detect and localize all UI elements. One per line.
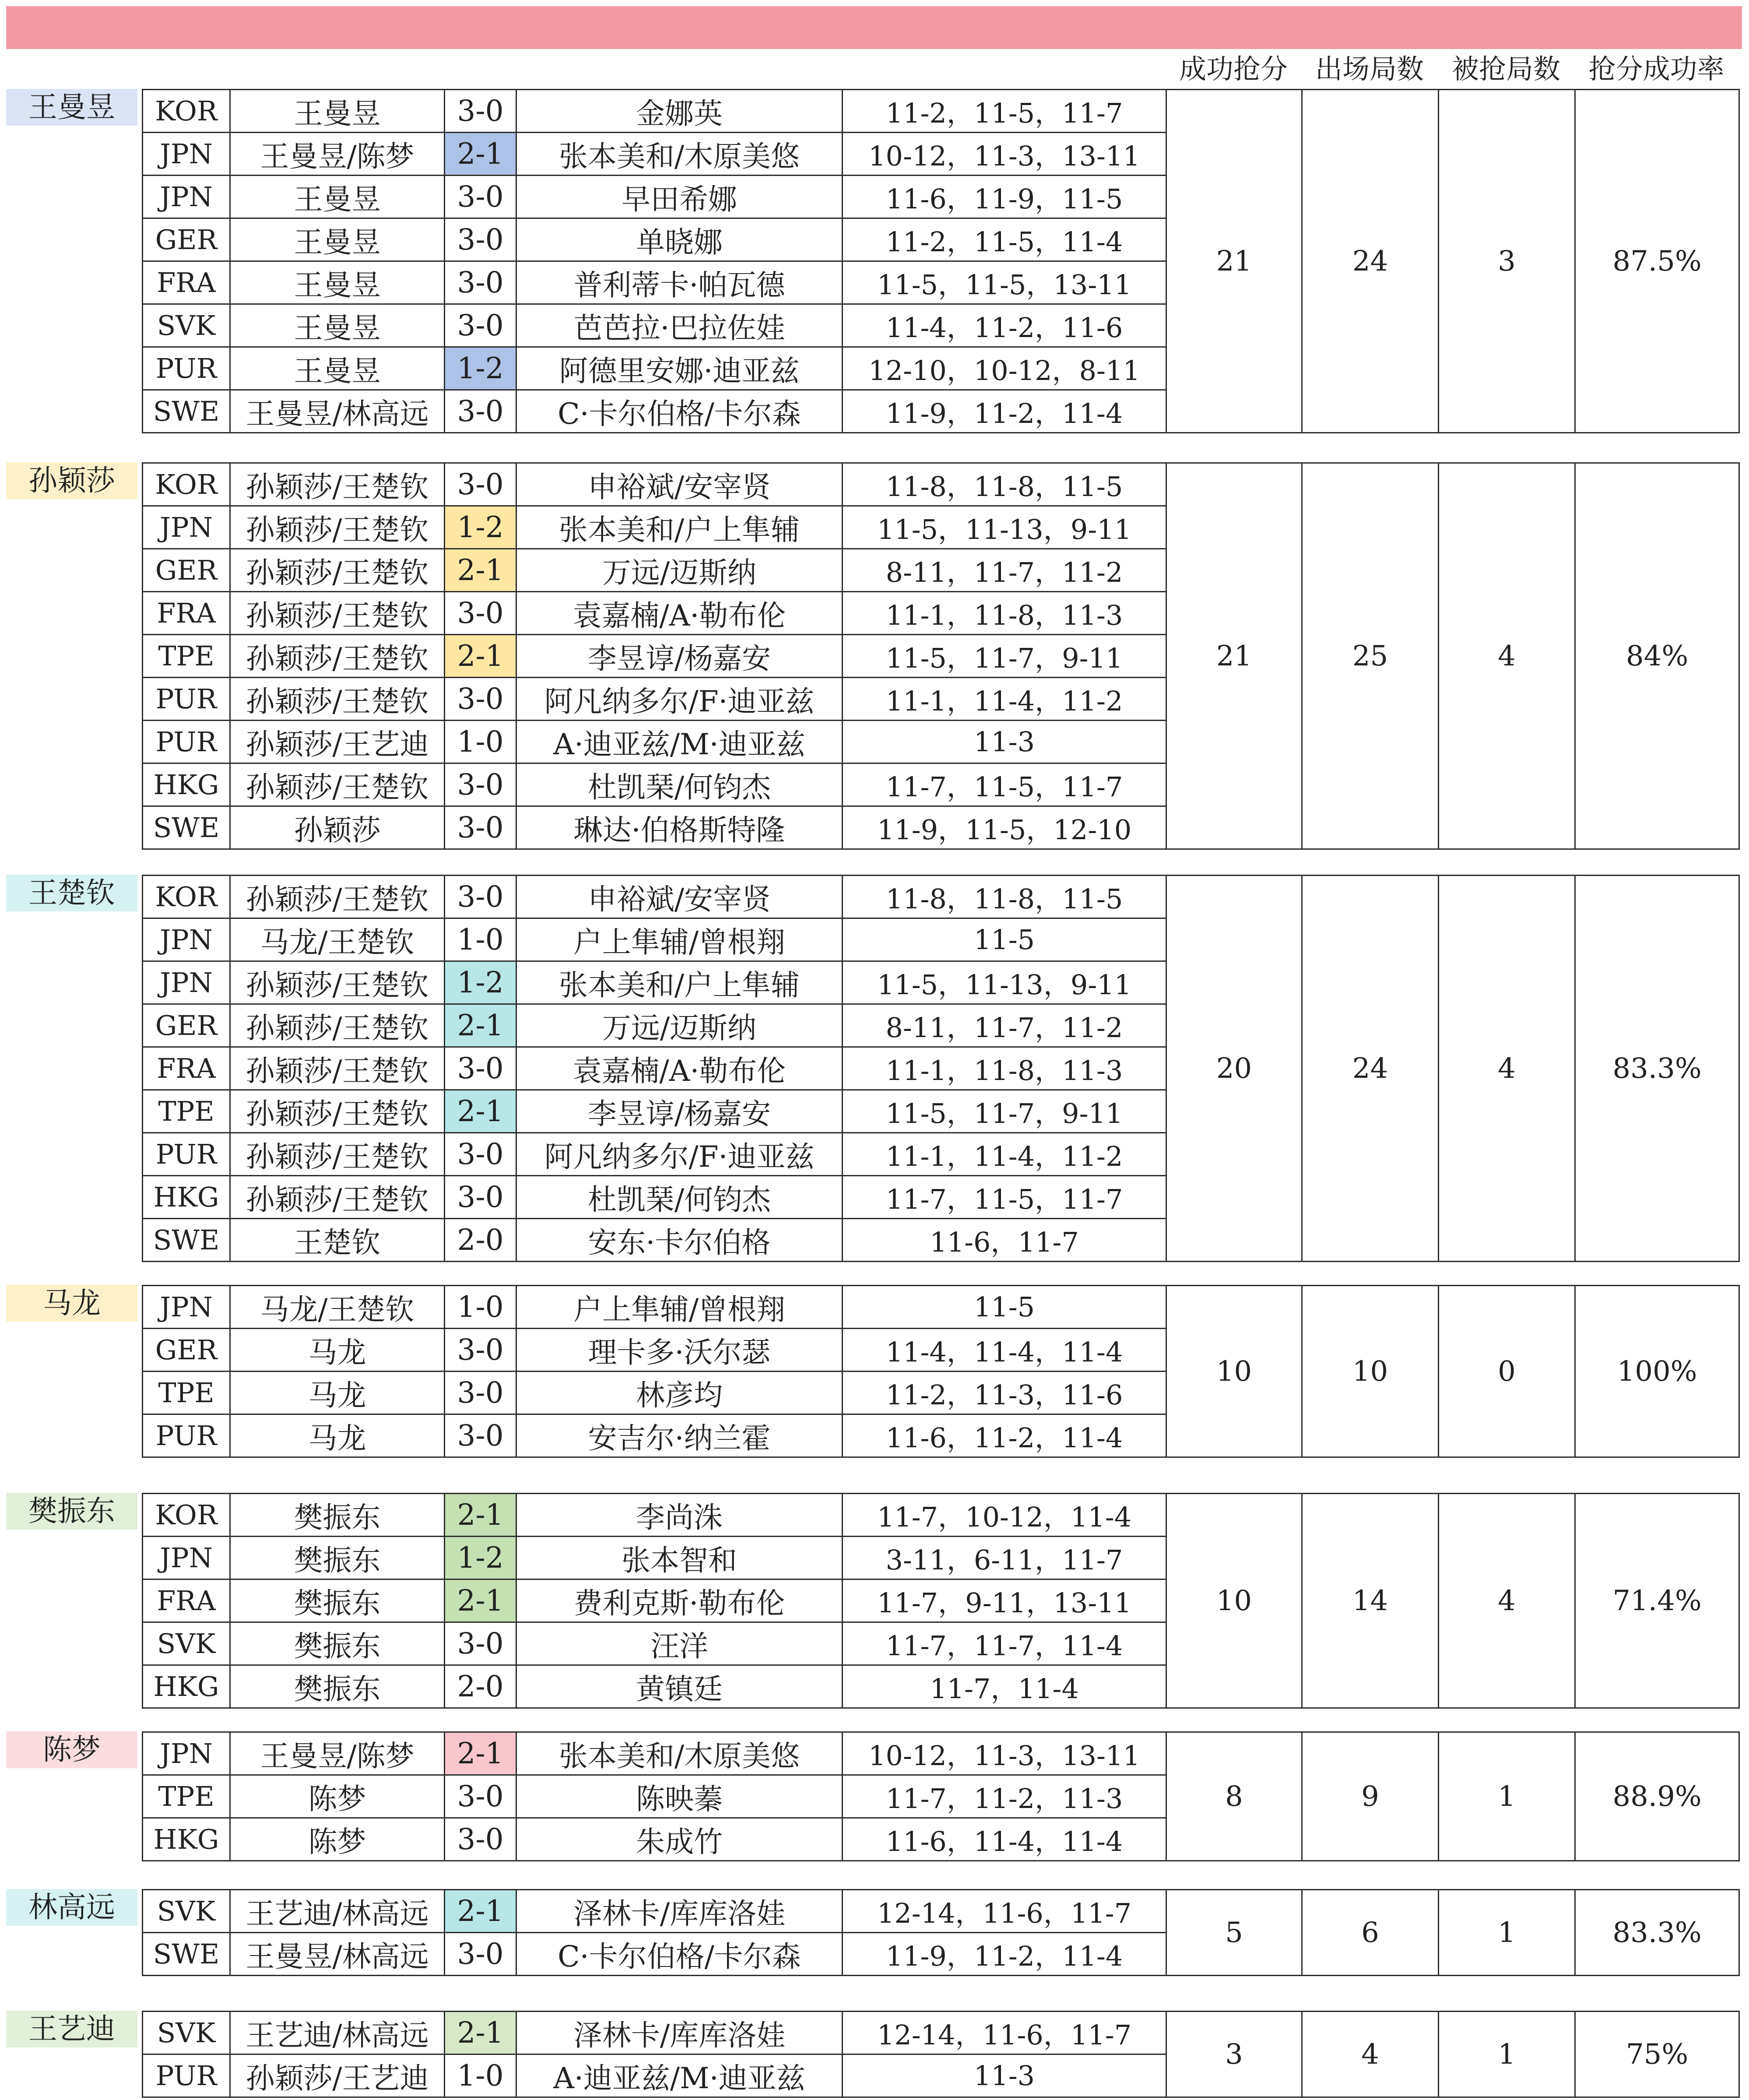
country-cell: TPE bbox=[143, 1775, 230, 1818]
result-cell: 3-0 bbox=[445, 90, 516, 133]
country-cell: JPN bbox=[143, 133, 230, 176]
player-cell: 孙颖莎/王楚钦 bbox=[230, 1133, 445, 1176]
player-label: 林高远 bbox=[6, 1889, 137, 1926]
country-cell: FRA bbox=[143, 1579, 230, 1622]
match-table bbox=[142, 1493, 1740, 1709]
scores-cell: 11-6，11-2，11-4 bbox=[843, 1414, 1166, 1457]
table-row bbox=[143, 2012, 1739, 2054]
player-cell: 孙颖莎/王楚钦 bbox=[230, 876, 445, 918]
opponent-cell: 万远/迈斯纳 bbox=[516, 549, 843, 592]
scores-cell: 11-1，11-4，11-2 bbox=[843, 678, 1166, 721]
scores-cell: 11-1，11-4，11-2 bbox=[843, 1133, 1166, 1176]
country-cell: PUR bbox=[143, 1133, 230, 1176]
player-cell: 孙颖莎/王楚钦 bbox=[230, 1004, 445, 1047]
success-rate-cell: 71.4% bbox=[1575, 1494, 1739, 1708]
scores-cell: 11-9，11-5，12-10 bbox=[843, 806, 1166, 849]
opponent-cell: 安吉尔·纳兰霍 bbox=[516, 1414, 843, 1457]
table-row bbox=[143, 463, 1739, 506]
title-banner bbox=[6, 6, 1742, 49]
success-rate-cell: 83.3% bbox=[1575, 1890, 1739, 1976]
country-cell: SVK bbox=[143, 1622, 230, 1665]
success-count-cell: 21 bbox=[1166, 90, 1302, 433]
result-cell: 3-0 bbox=[445, 1818, 516, 1861]
player-cell: 王艺迪/林高远 bbox=[230, 2012, 445, 2054]
result-cell: 3-0 bbox=[445, 763, 516, 806]
scores-cell: 11-6，11-7 bbox=[843, 1219, 1166, 1262]
opponent-cell: 户上隼辅/曾根翔 bbox=[516, 1286, 843, 1329]
country-cell: SWE bbox=[143, 806, 230, 849]
country-cell: FRA bbox=[143, 261, 230, 304]
opponent-cell: 万远/迈斯纳 bbox=[516, 1004, 843, 1047]
country-cell: KOR bbox=[143, 1494, 230, 1537]
opponent-cell: 张本美和/户上隼辅 bbox=[516, 506, 843, 549]
result-cell: 3-0 bbox=[445, 1047, 516, 1090]
success-count-cell: 5 bbox=[1166, 1890, 1302, 1976]
player-cell: 孙颖莎/王楚钦 bbox=[230, 1047, 445, 1090]
success-rate-cell: 75% bbox=[1575, 2012, 1739, 2097]
match-table bbox=[142, 462, 1740, 850]
scores-cell: 11-7，10-12，11-4 bbox=[843, 1494, 1166, 1537]
player-cell: 王曼昱 bbox=[230, 304, 445, 347]
result-cell: 3-0 bbox=[445, 806, 516, 849]
scores-cell: 11-1，11-8，11-3 bbox=[843, 592, 1166, 635]
games-lost-cell: 4 bbox=[1439, 463, 1575, 849]
games-lost-cell: 1 bbox=[1439, 1732, 1575, 1861]
opponent-cell: 早田希娜 bbox=[516, 176, 843, 218]
opponent-cell: 朱成竹 bbox=[516, 1818, 843, 1861]
player-cell: 王曼昱 bbox=[230, 218, 445, 261]
scores-cell: 11-9，11-2，11-4 bbox=[843, 1933, 1166, 1976]
player-label: 马龙 bbox=[6, 1285, 137, 1322]
opponent-cell: 普利蒂卡·帕瓦德 bbox=[516, 261, 843, 304]
country-cell: SVK bbox=[143, 2012, 230, 2054]
country-cell: SVK bbox=[143, 304, 230, 347]
games-played-cell: 9 bbox=[1302, 1732, 1439, 1861]
player-cell: 王曼昱/陈梦 bbox=[230, 133, 445, 176]
games-played-cell: 4 bbox=[1302, 2012, 1439, 2097]
country-cell: JPN bbox=[143, 1537, 230, 1579]
games-played-cell: 10 bbox=[1302, 1286, 1439, 1457]
success-rate-cell: 88.9% bbox=[1575, 1732, 1739, 1861]
result-cell: 1-0 bbox=[445, 721, 516, 763]
scores-cell: 12-10，10-12，8-11 bbox=[843, 347, 1166, 390]
opponent-cell: 袁嘉楠/A·勒布伦 bbox=[516, 1047, 843, 1090]
result-cell: 3-0 bbox=[445, 1622, 516, 1665]
scores-cell: 11-8，11-8，11-5 bbox=[843, 463, 1166, 506]
country-cell: TPE bbox=[143, 1090, 230, 1133]
scores-cell: 11-7，11-2，11-3 bbox=[843, 1775, 1166, 1818]
success-count-cell: 3 bbox=[1166, 2012, 1302, 2097]
country-cell: GER bbox=[143, 1329, 230, 1372]
scores-cell: 11-5，11-7，9-11 bbox=[843, 1090, 1166, 1133]
player-cell: 孙颖莎/王楚钦 bbox=[230, 678, 445, 721]
player-cell: 王艺迪/林高远 bbox=[230, 1890, 445, 1933]
player-cell: 樊振东 bbox=[230, 1494, 445, 1537]
scores-cell: 3-11，6-11，11-7 bbox=[843, 1537, 1166, 1579]
scores-cell: 11-2，11-3，11-6 bbox=[843, 1372, 1166, 1414]
opponent-cell: 芭芭拉·巴拉佐娃 bbox=[516, 304, 843, 347]
games-played-cell: 6 bbox=[1302, 1890, 1439, 1976]
player-cell: 孙颖莎/王楚钦 bbox=[230, 1176, 445, 1219]
result-cell: 3-0 bbox=[445, 218, 516, 261]
result-cell: 3-0 bbox=[445, 1372, 516, 1414]
scores-cell: 11-7，11-5，11-7 bbox=[843, 1176, 1166, 1219]
opponent-cell: 泽林卡/库库洛娃 bbox=[516, 1890, 843, 1933]
player-cell: 孙颖莎/王楚钦 bbox=[230, 763, 445, 806]
match-table bbox=[142, 89, 1740, 433]
result-cell: 2-1 bbox=[445, 1004, 516, 1047]
result-cell: 2-1 bbox=[445, 2012, 516, 2054]
opponent-cell: C·卡尔伯格/卡尔森 bbox=[516, 390, 843, 433]
country-cell: KOR bbox=[143, 876, 230, 918]
player-cell: 王曼昱/林高远 bbox=[230, 1933, 445, 1976]
scores-cell: 11-6，11-4，11-4 bbox=[843, 1818, 1166, 1861]
country-cell: PUR bbox=[143, 2054, 230, 2097]
country-cell: HKG bbox=[143, 763, 230, 806]
player-cell: 樊振东 bbox=[230, 1665, 445, 1708]
player-cell: 孙颖莎/王楚钦 bbox=[230, 506, 445, 549]
scores-cell: 11-3 bbox=[843, 2054, 1166, 2097]
player-cell: 孙颖莎 bbox=[230, 806, 445, 849]
result-cell: 2-1 bbox=[445, 635, 516, 678]
opponent-cell: 泽林卡/库库洛娃 bbox=[516, 2012, 843, 2054]
table-row bbox=[143, 90, 1739, 133]
opponent-cell: 林彦均 bbox=[516, 1372, 843, 1414]
result-cell: 2-1 bbox=[445, 133, 516, 176]
scores-cell: 11-5，11-5，13-11 bbox=[843, 261, 1166, 304]
result-cell: 2-1 bbox=[445, 1494, 516, 1537]
player-cell: 马龙 bbox=[230, 1372, 445, 1414]
country-cell: HKG bbox=[143, 1176, 230, 1219]
table-row bbox=[143, 1286, 1739, 1329]
player-cell: 马龙 bbox=[230, 1329, 445, 1372]
country-cell: GER bbox=[143, 549, 230, 592]
scores-cell: 8-11，11-7，11-2 bbox=[843, 1004, 1166, 1047]
scores-cell: 11-7，9-11，13-11 bbox=[843, 1579, 1166, 1622]
games-lost-cell: 0 bbox=[1439, 1286, 1575, 1457]
scores-cell: 10-12，11-3，13-11 bbox=[843, 133, 1166, 176]
table-row bbox=[143, 1494, 1739, 1537]
header-success-rate: 抢分成功率 bbox=[1588, 53, 1724, 85]
header-games-played: 出场局数 bbox=[1315, 53, 1424, 85]
player-label: 樊振东 bbox=[6, 1493, 137, 1530]
country-cell: SWE bbox=[143, 1219, 230, 1262]
result-cell: 2-0 bbox=[445, 1219, 516, 1262]
table-row bbox=[143, 1890, 1739, 1933]
result-cell: 1-2 bbox=[445, 961, 516, 1004]
result-cell: 3-0 bbox=[445, 176, 516, 218]
scores-cell: 11-5，11-7，9-11 bbox=[843, 635, 1166, 678]
result-cell: 3-0 bbox=[445, 678, 516, 721]
country-cell: JPN bbox=[143, 1732, 230, 1775]
player-cell: 樊振东 bbox=[230, 1537, 445, 1579]
player-cell: 王曼昱/陈梦 bbox=[230, 1732, 445, 1775]
scores-cell: 11-1，11-8，11-3 bbox=[843, 1047, 1166, 1090]
player-cell: 孙颖莎/王楚钦 bbox=[230, 463, 445, 506]
games-lost-cell: 1 bbox=[1439, 1890, 1575, 1976]
scores-cell: 11-7，11-4 bbox=[843, 1665, 1166, 1708]
player-cell: 王曼昱 bbox=[230, 347, 445, 390]
scores-cell: 11-9，11-2，11-4 bbox=[843, 390, 1166, 433]
player-cell: 王楚钦 bbox=[230, 1219, 445, 1262]
player-cell: 孙颖莎/王艺迪 bbox=[230, 721, 445, 763]
country-cell: PUR bbox=[143, 678, 230, 721]
scores-cell: 11-5 bbox=[843, 918, 1166, 961]
opponent-cell: 张本美和/木原美悠 bbox=[516, 1732, 843, 1775]
result-cell: 1-0 bbox=[445, 2054, 516, 2097]
scores-cell: 11-5，11-13，9-11 bbox=[843, 961, 1166, 1004]
country-cell: FRA bbox=[143, 592, 230, 635]
opponent-cell: 申裕斌/安宰贤 bbox=[516, 463, 843, 506]
result-cell: 2-1 bbox=[445, 1579, 516, 1622]
country-cell: HKG bbox=[143, 1818, 230, 1861]
opponent-cell: 陈映蓁 bbox=[516, 1775, 843, 1818]
player-cell: 孙颖莎/王楚钦 bbox=[230, 1090, 445, 1133]
player-cell: 陈梦 bbox=[230, 1818, 445, 1861]
country-cell: JPN bbox=[143, 918, 230, 961]
scores-cell: 11-8，11-8，11-5 bbox=[843, 876, 1166, 918]
opponent-cell: 杜凯琹/何钧杰 bbox=[516, 1176, 843, 1219]
success-count-cell: 10 bbox=[1166, 1286, 1302, 1457]
opponent-cell: 张本美和/木原美悠 bbox=[516, 133, 843, 176]
games-lost-cell: 1 bbox=[1439, 2012, 1575, 2097]
opponent-cell: C·卡尔伯格/卡尔森 bbox=[516, 1933, 843, 1976]
player-cell: 马龙/王楚钦 bbox=[230, 1286, 445, 1329]
opponent-cell: 阿凡纳多尔/F·迪亚兹 bbox=[516, 1133, 843, 1176]
games-played-cell: 24 bbox=[1302, 876, 1439, 1262]
scores-cell: 11-2，11-5，11-4 bbox=[843, 218, 1166, 261]
opponent-cell: 李昱谆/杨嘉安 bbox=[516, 635, 843, 678]
success-rate-cell: 83.3% bbox=[1575, 876, 1739, 1262]
games-lost-cell: 4 bbox=[1439, 876, 1575, 1262]
country-cell: PUR bbox=[143, 347, 230, 390]
result-cell: 1-0 bbox=[445, 1286, 516, 1329]
match-table bbox=[142, 875, 1740, 1262]
result-cell: 2-0 bbox=[445, 1665, 516, 1708]
player-cell: 马龙 bbox=[230, 1414, 445, 1457]
opponent-cell: 申裕斌/安宰贤 bbox=[516, 876, 843, 918]
country-cell: TPE bbox=[143, 635, 230, 678]
result-cell: 3-0 bbox=[445, 876, 516, 918]
result-cell: 1-2 bbox=[445, 1537, 516, 1579]
scores-cell: 8-11，11-7，11-2 bbox=[843, 549, 1166, 592]
player-label: 孙颖莎 bbox=[6, 462, 137, 499]
games-lost-cell: 3 bbox=[1439, 90, 1575, 433]
opponent-cell: 琳达·伯格斯特隆 bbox=[516, 806, 843, 849]
scores-cell: 12-14，11-6，11-7 bbox=[843, 1890, 1166, 1933]
result-cell: 3-0 bbox=[445, 1176, 516, 1219]
match-table bbox=[142, 1889, 1740, 1976]
opponent-cell: A·迪亚兹/M·迪亚兹 bbox=[516, 2054, 843, 2097]
country-cell: PUR bbox=[143, 721, 230, 763]
opponent-cell: 理卡多·沃尔瑟 bbox=[516, 1329, 843, 1372]
success-rate-cell: 84% bbox=[1575, 463, 1739, 849]
player-cell: 孙颖莎/王楚钦 bbox=[230, 592, 445, 635]
match-table bbox=[142, 1731, 1740, 1861]
scores-cell: 11-4，11-2，11-6 bbox=[843, 304, 1166, 347]
success-count-cell: 10 bbox=[1166, 1494, 1302, 1708]
player-cell: 孙颖莎/王楚钦 bbox=[230, 635, 445, 678]
games-played-cell: 14 bbox=[1302, 1494, 1439, 1708]
player-cell: 樊振东 bbox=[230, 1622, 445, 1665]
result-cell: 2-1 bbox=[445, 549, 516, 592]
country-cell: SWE bbox=[143, 1933, 230, 1976]
match-table bbox=[142, 1285, 1740, 1458]
scores-cell: 12-14，11-6，11-7 bbox=[843, 2012, 1166, 2054]
header-games-lost: 被抢局数 bbox=[1451, 53, 1560, 85]
country-cell: FRA bbox=[143, 1047, 230, 1090]
opponent-cell: 安东·卡尔伯格 bbox=[516, 1219, 843, 1262]
opponent-cell: 单晓娜 bbox=[516, 218, 843, 261]
result-cell: 2-1 bbox=[445, 1732, 516, 1775]
result-cell: 3-0 bbox=[445, 592, 516, 635]
country-cell: PUR bbox=[143, 1414, 230, 1457]
result-cell: 3-0 bbox=[445, 1329, 516, 1372]
result-cell: 1-0 bbox=[445, 918, 516, 961]
country-cell: GER bbox=[143, 218, 230, 261]
player-cell: 孙颖莎/王艺迪 bbox=[230, 2054, 445, 2097]
opponent-cell: 张本美和/户上隼辅 bbox=[516, 961, 843, 1004]
games-lost-cell: 4 bbox=[1439, 1494, 1575, 1708]
country-cell: JPN bbox=[143, 1286, 230, 1329]
country-cell: SWE bbox=[143, 390, 230, 433]
country-cell: TPE bbox=[143, 1372, 230, 1414]
opponent-cell: 金娜英 bbox=[516, 90, 843, 133]
player-cell: 王曼昱/林高远 bbox=[230, 390, 445, 433]
success-rate-cell: 100% bbox=[1575, 1286, 1739, 1457]
result-cell: 3-0 bbox=[445, 1775, 516, 1818]
player-cell: 陈梦 bbox=[230, 1775, 445, 1818]
player-cell: 王曼昱 bbox=[230, 176, 445, 218]
player-cell: 樊振东 bbox=[230, 1579, 445, 1622]
result-cell: 3-0 bbox=[445, 1414, 516, 1457]
opponent-cell: 费利克斯·勒布伦 bbox=[516, 1579, 843, 1622]
opponent-cell: 黄镇廷 bbox=[516, 1665, 843, 1708]
result-cell: 1-2 bbox=[445, 506, 516, 549]
country-cell: JPN bbox=[143, 506, 230, 549]
result-cell: 3-0 bbox=[445, 304, 516, 347]
games-played-cell: 25 bbox=[1302, 463, 1439, 849]
country-cell: KOR bbox=[143, 463, 230, 506]
success-count-cell: 21 bbox=[1166, 463, 1302, 849]
country-cell: HKG bbox=[143, 1665, 230, 1708]
success-count-cell: 8 bbox=[1166, 1732, 1302, 1861]
result-cell: 3-0 bbox=[445, 1133, 516, 1176]
scores-cell: 11-6，11-9，11-5 bbox=[843, 176, 1166, 218]
result-cell: 3-0 bbox=[445, 1933, 516, 1976]
country-cell: JPN bbox=[143, 176, 230, 218]
scores-cell: 11-2，11-5，11-7 bbox=[843, 90, 1166, 133]
scores-cell: 11-7，11-5，11-7 bbox=[843, 763, 1166, 806]
player-label: 王艺迪 bbox=[6, 2011, 137, 2047]
player-cell: 王曼昱 bbox=[230, 261, 445, 304]
opponent-cell: 张本智和 bbox=[516, 1537, 843, 1579]
player-label: 王曼昱 bbox=[6, 89, 137, 126]
opponent-cell: 袁嘉楠/A·勒布伦 bbox=[516, 592, 843, 635]
result-cell: 3-0 bbox=[445, 261, 516, 304]
opponent-cell: 杜凯琹/何钧杰 bbox=[516, 763, 843, 806]
country-cell: JPN bbox=[143, 961, 230, 1004]
result-cell: 3-0 bbox=[445, 463, 516, 506]
player-cell: 马龙/王楚钦 bbox=[230, 918, 445, 961]
success-count-cell: 20 bbox=[1166, 876, 1302, 1262]
player-cell: 孙颖莎/王楚钦 bbox=[230, 961, 445, 1004]
opponent-cell: A·迪亚兹/M·迪亚兹 bbox=[516, 721, 843, 763]
opponent-cell: 李尚洙 bbox=[516, 1494, 843, 1537]
success-rate-cell: 87.5% bbox=[1575, 90, 1739, 433]
scores-cell: 11-7，11-7，11-4 bbox=[843, 1622, 1166, 1665]
country-cell: GER bbox=[143, 1004, 230, 1047]
country-cell: KOR bbox=[143, 90, 230, 133]
player-cell: 王曼昱 bbox=[230, 90, 445, 133]
country-cell: SVK bbox=[143, 1890, 230, 1933]
result-cell: 3-0 bbox=[445, 390, 516, 433]
player-cell: 孙颖莎/王楚钦 bbox=[230, 549, 445, 592]
scores-cell: 11-4，11-4，11-4 bbox=[843, 1329, 1166, 1372]
scores-cell: 11-3 bbox=[843, 721, 1166, 763]
opponent-cell: 李昱谆/杨嘉安 bbox=[516, 1090, 843, 1133]
result-cell: 1-2 bbox=[445, 347, 516, 390]
games-played-cell: 24 bbox=[1302, 90, 1439, 433]
scores-cell: 11-5 bbox=[843, 1286, 1166, 1329]
player-label: 王楚钦 bbox=[6, 875, 137, 911]
opponent-cell: 阿凡纳多尔/F·迪亚兹 bbox=[516, 678, 843, 721]
table-row bbox=[143, 876, 1739, 918]
result-cell: 2-1 bbox=[445, 1890, 516, 1933]
opponent-cell: 汪洋 bbox=[516, 1622, 843, 1665]
opponent-cell: 户上隼辅/曾根翔 bbox=[516, 918, 843, 961]
scores-cell: 11-5，11-13，9-11 bbox=[843, 506, 1166, 549]
table-row bbox=[143, 1732, 1739, 1775]
header-success-count: 成功抢分 bbox=[1179, 53, 1288, 85]
scores-cell: 10-12，11-3，13-11 bbox=[843, 1732, 1166, 1775]
result-cell: 2-1 bbox=[445, 1090, 516, 1133]
match-table bbox=[142, 2011, 1740, 2098]
opponent-cell: 阿德里安娜·迪亚兹 bbox=[516, 347, 843, 390]
player-label: 陈梦 bbox=[6, 1731, 137, 1768]
